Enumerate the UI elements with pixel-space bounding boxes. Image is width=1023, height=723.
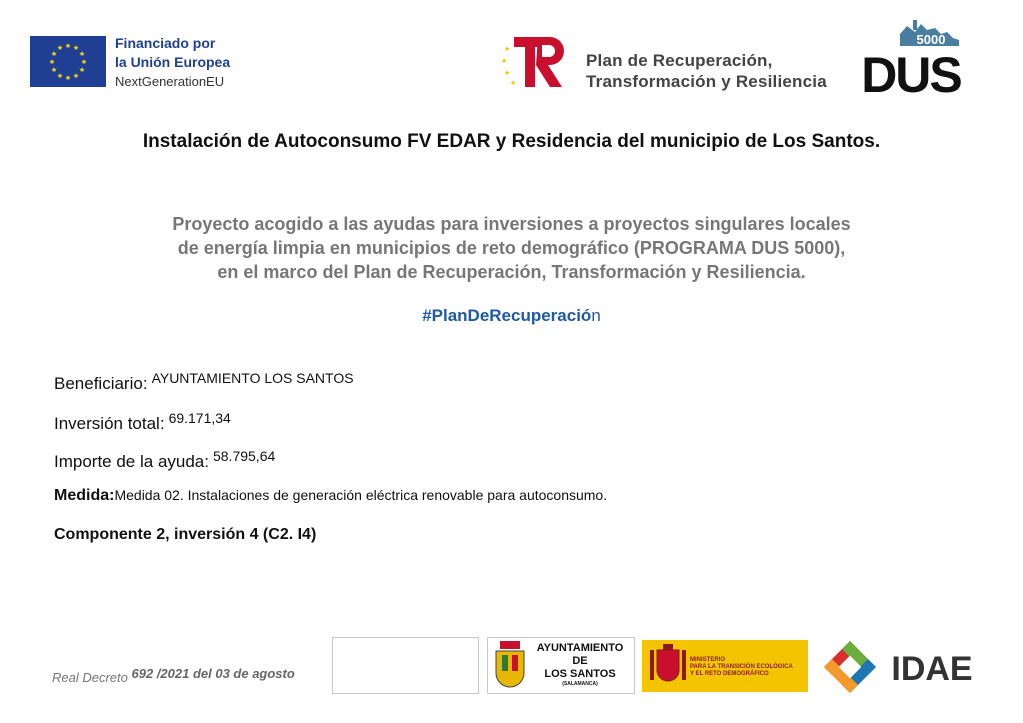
hashtag-bold: #PlanDeRecuperació: [422, 306, 592, 325]
svg-text:★: ★: [510, 79, 517, 87]
eu-stars-icon: [30, 36, 106, 87]
eu-funding-text: [115, 34, 305, 91]
mitECO-line1: MINISTERIO: [690, 657, 726, 663]
coat-of-arms-icon: [492, 641, 528, 691]
spain-coat-of-arms-icon: [648, 644, 688, 688]
page-title: Instalación de Autoconsumo FV EDAR y Residencia del municipio de Los Santos.: [142, 131, 881, 152]
eu-flag-logo: [30, 36, 106, 87]
beneficiario-label: Beneficiario:: [54, 374, 148, 393]
svg-text:★: ★: [64, 74, 72, 82]
ayto-line2: DE: [572, 655, 588, 667]
ayto-line1: AYUNTAMIENTO: [536, 642, 624, 654]
dus-logo-icon: [855, 16, 973, 96]
mitECO-text: [690, 657, 793, 678]
plan-recuperacion-text: [586, 50, 827, 92]
importe-field: [54, 448, 276, 472]
svg-text:★: ★: [50, 66, 58, 74]
medida-value: Medida 02. Instalaciones de generación eléctrica renovable para autoconsumo.: [114, 487, 608, 503]
inversion-field: [54, 410, 231, 434]
importe-value: 58.795,64: [212, 448, 276, 464]
svg-text:★: ★: [78, 66, 86, 74]
svg-text:★: ★: [72, 72, 80, 80]
idae-label: IDAE: [891, 650, 973, 688]
hashtag: [0, 306, 1023, 326]
svg-text:★: ★: [50, 50, 58, 58]
subtitle-line2: de energía limpia en municipios de reto demográfico (PROGRAMA DUS 5000),: [177, 238, 846, 258]
svg-text:★: ★: [48, 58, 56, 66]
mitECO-line3: Y EL RETO DEMOGRÁFICO: [690, 671, 769, 677]
dus-number: 5000: [916, 32, 946, 47]
beneficiario-field: [54, 370, 354, 394]
mitECO-line2: PARA LA TRANSICIÓN ECOLÓGICA: [690, 664, 793, 670]
svg-text:★: ★: [504, 69, 511, 77]
medida-label: Medida:: [54, 487, 115, 504]
plan-line2: Transformación y Resiliencia: [586, 72, 827, 91]
svg-text:★: ★: [78, 50, 86, 58]
idae-logo-icon: [820, 638, 990, 696]
svg-text:★: ★: [80, 58, 88, 66]
svg-text:★: ★: [56, 72, 64, 80]
ayto-line4: (SALAMANCA): [562, 681, 598, 687]
beneficiario-value: AYUNTAMIENTO LOS SANTOS: [151, 370, 354, 386]
medida-field: [54, 487, 607, 505]
idae-logo: [820, 638, 990, 696]
eu-line3: NextGenerationEU: [115, 74, 225, 89]
importe-label: Importe de la ayuda:: [54, 452, 209, 471]
decreto-label: Real Decreto: [52, 670, 128, 685]
tr-logo: [500, 33, 570, 91]
svg-text:★: ★: [64, 42, 72, 50]
inversion-label: Inversión total:: [54, 414, 165, 433]
tr-logo-icon: [500, 33, 570, 91]
plan-line1: Plan de Recuperación,: [586, 51, 773, 70]
ayuntamiento-logo: [487, 637, 635, 694]
blank-logo-box: [332, 637, 479, 694]
eu-line2: la Unión Europea: [115, 54, 231, 70]
componente-text: Componente 2, inversión 4 (C2. I4): [54, 526, 317, 543]
real-decreto: [52, 666, 295, 685]
dus-label: DUS: [861, 47, 961, 96]
subtitle-line1: Proyecto acogido a las ayudas para inversiones a proyectos singulares locales: [172, 214, 851, 234]
dus-5000-logo: [855, 16, 973, 96]
ayto-line3: LOS SANTOS: [544, 668, 616, 680]
mitECO-logo: [642, 640, 808, 692]
ayuntamiento-text: [528, 642, 632, 687]
project-description: [0, 212, 1023, 284]
svg-text:★: ★: [56, 44, 64, 52]
svg-text:★: ★: [72, 44, 80, 52]
decreto-value: 692 /2021 del 03 de agosto: [131, 666, 295, 681]
subtitle-line3: en el marco del Plan de Recuperación, Transformación y Resiliencia.: [217, 262, 806, 282]
svg-text:★: ★: [501, 57, 508, 65]
svg-text:★: ★: [504, 45, 511, 53]
eu-line1: Financiado por: [115, 35, 216, 51]
inversion-value: 69.171,34: [168, 410, 231, 426]
hashtag-tail: n: [591, 306, 601, 325]
